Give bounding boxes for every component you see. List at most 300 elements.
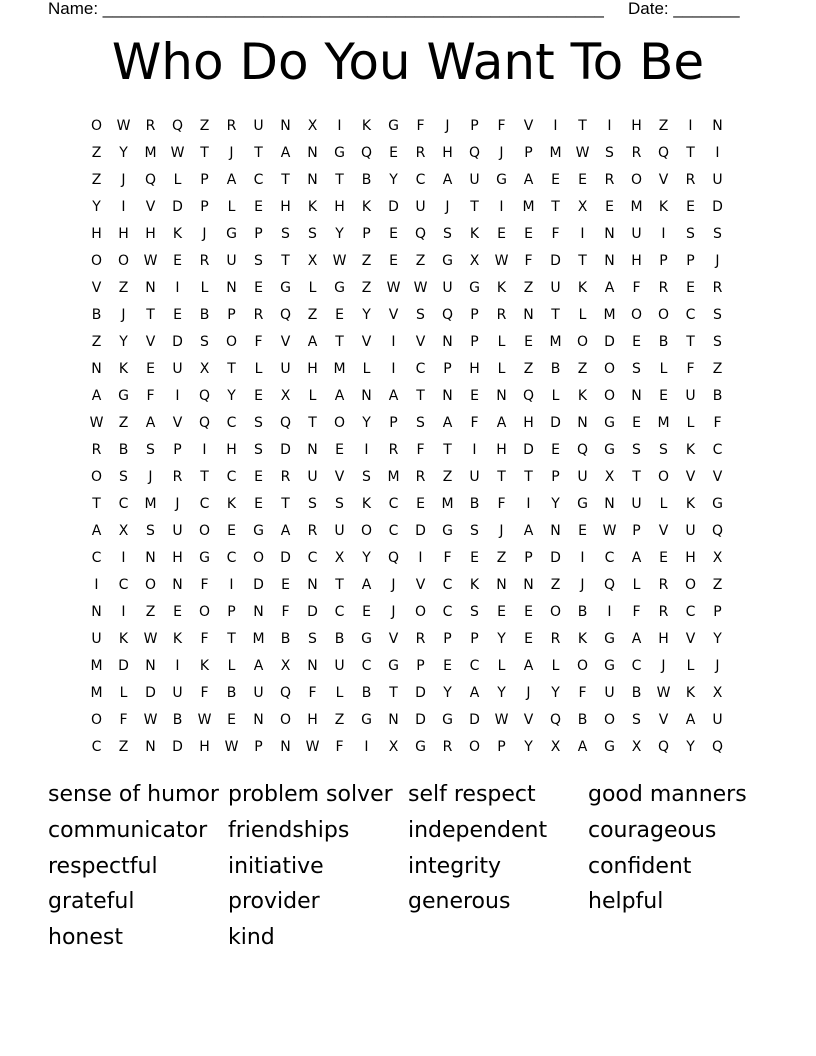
grid-letter[interactable]: F bbox=[632, 279, 641, 296]
grid-letter[interactable]: N bbox=[388, 711, 399, 728]
grid-letter[interactable]: R bbox=[253, 306, 264, 323]
grid-letter[interactable]: O bbox=[603, 360, 616, 377]
grid-letter[interactable]: O bbox=[279, 711, 292, 728]
grid-letter[interactable]: T bbox=[497, 468, 506, 485]
grid-letter[interactable]: O bbox=[198, 522, 211, 539]
grid-letter[interactable]: E bbox=[578, 171, 587, 188]
grid-letter[interactable]: J bbox=[499, 522, 504, 539]
grid-letter[interactable]: G bbox=[415, 738, 426, 755]
grid-letter[interactable]: O bbox=[333, 414, 346, 431]
grid-letter[interactable]: I bbox=[175, 387, 180, 404]
grid-letter[interactable]: K bbox=[658, 198, 669, 215]
grid-letter[interactable]: S bbox=[281, 225, 290, 242]
grid-letter[interactable]: V bbox=[361, 333, 372, 350]
grid-letter[interactable]: J bbox=[715, 657, 720, 674]
grid-letter[interactable]: D bbox=[712, 198, 723, 215]
grid-letter[interactable]: P bbox=[254, 225, 263, 242]
grid-letter[interactable]: G bbox=[604, 414, 615, 431]
grid-letter[interactable]: G bbox=[496, 171, 507, 188]
grid-letter[interactable]: E bbox=[146, 360, 155, 377]
grid-letter[interactable]: W bbox=[224, 738, 239, 755]
grid-letter[interactable]: F bbox=[578, 684, 587, 701]
grid-letter[interactable]: D bbox=[415, 684, 426, 701]
grid-letter[interactable]: Y bbox=[686, 738, 695, 755]
grid-letter[interactable]: J bbox=[445, 198, 450, 215]
grid-letter[interactable]: P bbox=[227, 306, 236, 323]
grid-letter[interactable]: K bbox=[685, 441, 696, 458]
grid-letter[interactable]: G bbox=[604, 657, 615, 674]
grid-letter[interactable]: P bbox=[551, 468, 560, 485]
grid-letter[interactable]: P bbox=[470, 306, 479, 323]
grid-letter[interactable]: R bbox=[415, 468, 426, 485]
grid-letter[interactable]: P bbox=[470, 630, 479, 647]
grid-letter[interactable]: M bbox=[522, 198, 535, 215]
grid-letter[interactable]: N bbox=[604, 252, 615, 269]
grid-letter[interactable]: A bbox=[685, 711, 696, 728]
grid-letter[interactable]: L bbox=[308, 387, 317, 404]
grid-letter[interactable]: T bbox=[551, 198, 560, 215]
grid-letter[interactable]: D bbox=[172, 333, 183, 350]
grid-letter[interactable]: J bbox=[526, 684, 531, 701]
grid-letter[interactable]: J bbox=[121, 171, 126, 188]
grid-letter[interactable]: S bbox=[308, 630, 317, 647]
grid-letter[interactable]: A bbox=[496, 414, 507, 431]
grid-letter[interactable]: T bbox=[308, 414, 317, 431]
grid-letter[interactable]: C bbox=[415, 171, 426, 188]
grid-letter[interactable]: B bbox=[469, 495, 480, 512]
grid-letter[interactable]: D bbox=[550, 252, 561, 269]
grid-letter[interactable]: E bbox=[524, 630, 533, 647]
grid-letter[interactable]: O bbox=[225, 333, 238, 350]
grid-letter[interactable]: Y bbox=[497, 630, 506, 647]
grid-letter[interactable]: N bbox=[145, 279, 156, 296]
grid-letter[interactable]: B bbox=[361, 171, 372, 188]
grid-letter[interactable]: N bbox=[145, 549, 156, 566]
grid-letter[interactable]: B bbox=[334, 630, 345, 647]
grid-letter[interactable]: A bbox=[334, 387, 345, 404]
grid-letter[interactable]: T bbox=[578, 117, 587, 134]
grid-letter[interactable]: U bbox=[469, 171, 480, 188]
grid-letter[interactable]: V bbox=[91, 279, 102, 296]
grid-letter[interactable]: G bbox=[388, 657, 399, 674]
grid-letter[interactable]: S bbox=[146, 522, 155, 539]
grid-letter[interactable]: N bbox=[523, 306, 534, 323]
grid-letter[interactable]: M bbox=[333, 360, 346, 377]
grid-letter[interactable]: R bbox=[388, 441, 399, 458]
grid-letter[interactable]: T bbox=[335, 171, 344, 188]
grid-letter[interactable]: V bbox=[658, 522, 669, 539]
grid-letter[interactable]: Z bbox=[496, 549, 507, 566]
grid-letter[interactable]: S bbox=[308, 495, 317, 512]
grid-letter[interactable]: U bbox=[172, 684, 183, 701]
grid-letter[interactable]: I bbox=[229, 576, 234, 593]
grid-letter[interactable]: L bbox=[254, 360, 263, 377]
grid-letter[interactable]: B bbox=[577, 603, 588, 620]
grid-letter[interactable]: N bbox=[523, 576, 534, 593]
grid-letter[interactable]: J bbox=[499, 144, 504, 161]
grid-letter[interactable]: C bbox=[631, 657, 642, 674]
grid-letter[interactable]: Z bbox=[712, 360, 723, 377]
grid-letter[interactable]: V bbox=[145, 333, 156, 350]
grid-letter[interactable]: J bbox=[661, 657, 666, 674]
grid-letter[interactable]: D bbox=[415, 711, 426, 728]
grid-letter[interactable]: F bbox=[497, 495, 506, 512]
grid-letter[interactable]: Q bbox=[657, 144, 670, 161]
grid-letter[interactable]: M bbox=[144, 495, 157, 512]
grid-letter[interactable]: F bbox=[551, 225, 560, 242]
grid-letter[interactable]: M bbox=[90, 684, 103, 701]
grid-letter[interactable]: H bbox=[523, 414, 534, 431]
grid-letter[interactable]: Q bbox=[576, 441, 589, 458]
grid-letter[interactable]: F bbox=[416, 441, 425, 458]
grid-letter[interactable]: E bbox=[578, 522, 587, 539]
grid-letter[interactable]: C bbox=[118, 495, 129, 512]
grid-letter[interactable]: Y bbox=[497, 684, 506, 701]
grid-letter[interactable]: A bbox=[145, 414, 156, 431]
grid-letter[interactable]: K bbox=[496, 279, 507, 296]
grid-letter[interactable]: G bbox=[118, 387, 129, 404]
grid-letter[interactable]: E bbox=[524, 603, 533, 620]
grid-letter[interactable]: Q bbox=[198, 387, 211, 404]
grid-letter[interactable]: Z bbox=[91, 144, 102, 161]
grid-letter[interactable]: P bbox=[632, 522, 641, 539]
grid-letter[interactable]: C bbox=[226, 549, 237, 566]
grid-letter[interactable]: R bbox=[199, 252, 210, 269]
grid-letter[interactable]: F bbox=[713, 414, 722, 431]
grid-letter[interactable]: O bbox=[684, 576, 697, 593]
grid-letter[interactable]: K bbox=[172, 630, 183, 647]
grid-letter[interactable]: T bbox=[227, 360, 236, 377]
grid-letter[interactable]: U bbox=[226, 252, 237, 269]
grid-letter[interactable]: T bbox=[524, 468, 533, 485]
grid-letter[interactable]: Y bbox=[335, 225, 344, 242]
grid-letter[interactable]: I bbox=[553, 117, 558, 134]
grid-letter[interactable]: U bbox=[631, 495, 642, 512]
grid-letter[interactable]: A bbox=[253, 657, 264, 674]
grid-letter[interactable]: A bbox=[631, 549, 642, 566]
grid-letter[interactable]: R bbox=[658, 279, 669, 296]
grid-letter[interactable]: B bbox=[631, 684, 642, 701]
grid-letter[interactable]: E bbox=[389, 252, 398, 269]
grid-letter[interactable]: U bbox=[577, 468, 588, 485]
grid-letter[interactable]: N bbox=[280, 738, 291, 755]
grid-letter[interactable]: A bbox=[307, 333, 318, 350]
grid-letter[interactable]: P bbox=[389, 414, 398, 431]
grid-letter[interactable]: I bbox=[337, 117, 342, 134]
grid-letter[interactable]: W bbox=[197, 711, 212, 728]
grid-letter[interactable]: W bbox=[305, 738, 320, 755]
grid-letter[interactable]: H bbox=[91, 225, 102, 242]
grid-letter[interactable]: N bbox=[631, 387, 642, 404]
grid-letter[interactable]: N bbox=[496, 387, 507, 404]
grid-letter[interactable]: A bbox=[226, 171, 237, 188]
grid-letter[interactable]: Q bbox=[711, 522, 724, 539]
grid-letter[interactable]: S bbox=[713, 225, 722, 242]
grid-letter[interactable]: Z bbox=[577, 360, 588, 377]
grid-letter[interactable]: O bbox=[117, 252, 130, 269]
grid-letter[interactable]: L bbox=[173, 171, 182, 188]
grid-letter[interactable]: O bbox=[252, 549, 265, 566]
grid-letter[interactable]: X bbox=[118, 522, 129, 539]
grid-letter[interactable]: T bbox=[281, 495, 290, 512]
grid-letter[interactable]: G bbox=[469, 279, 480, 296]
grid-letter[interactable]: A bbox=[523, 171, 534, 188]
grid-letter[interactable]: W bbox=[602, 522, 617, 539]
grid-letter[interactable]: K bbox=[199, 657, 210, 674]
grid-letter[interactable]: S bbox=[443, 225, 452, 242]
grid-letter[interactable]: E bbox=[335, 441, 344, 458]
grid-letter[interactable]: J bbox=[391, 576, 396, 593]
grid-letter[interactable]: T bbox=[578, 252, 587, 269]
grid-letter[interactable]: N bbox=[442, 387, 453, 404]
grid-letter[interactable]: E bbox=[335, 306, 344, 323]
grid-letter[interactable]: Z bbox=[118, 738, 129, 755]
grid-letter[interactable]: I bbox=[364, 738, 369, 755]
grid-letter[interactable]: H bbox=[631, 252, 642, 269]
grid-letter[interactable]: Y bbox=[551, 495, 560, 512]
grid-letter[interactable]: J bbox=[445, 117, 450, 134]
grid-letter[interactable]: D bbox=[604, 333, 615, 350]
grid-letter[interactable]: Z bbox=[523, 279, 534, 296]
grid-letter[interactable]: X bbox=[307, 252, 318, 269]
grid-letter[interactable]: L bbox=[227, 657, 236, 674]
grid-letter[interactable]: H bbox=[280, 198, 291, 215]
grid-letter[interactable]: N bbox=[712, 117, 723, 134]
grid-letter[interactable]: G bbox=[604, 630, 615, 647]
grid-letter[interactable]: M bbox=[549, 144, 562, 161]
grid-letter[interactable]: Z bbox=[658, 117, 669, 134]
grid-letter[interactable]: V bbox=[712, 468, 723, 485]
grid-letter[interactable]: E bbox=[605, 198, 614, 215]
grid-letter[interactable]: U bbox=[631, 225, 642, 242]
grid-letter[interactable]: O bbox=[657, 306, 670, 323]
date-field-label[interactable]: Date: _______ bbox=[628, 0, 740, 18]
grid-letter[interactable]: T bbox=[335, 333, 344, 350]
grid-letter[interactable]: F bbox=[308, 684, 317, 701]
grid-letter[interactable]: H bbox=[334, 198, 345, 215]
grid-letter[interactable]: L bbox=[659, 495, 668, 512]
grid-letter[interactable]: N bbox=[307, 576, 318, 593]
grid-letter[interactable]: G bbox=[334, 279, 345, 296]
grid-letter[interactable]: O bbox=[630, 171, 643, 188]
grid-letter[interactable]: B bbox=[226, 684, 237, 701]
grid-letter[interactable]: C bbox=[91, 738, 102, 755]
grid-letter[interactable]: C bbox=[685, 306, 696, 323]
grid-letter[interactable]: M bbox=[387, 468, 400, 485]
grid-letter[interactable]: C bbox=[469, 657, 480, 674]
grid-letter[interactable]: B bbox=[199, 306, 210, 323]
grid-letter[interactable]: S bbox=[605, 144, 614, 161]
grid-letter[interactable]: D bbox=[523, 441, 534, 458]
grid-letter[interactable]: Z bbox=[550, 576, 561, 593]
grid-letter[interactable]: Z bbox=[361, 279, 372, 296]
grid-letter[interactable]: N bbox=[550, 522, 561, 539]
grid-letter[interactable]: V bbox=[523, 711, 534, 728]
grid-letter[interactable]: E bbox=[227, 522, 236, 539]
grid-letter[interactable]: F bbox=[146, 387, 155, 404]
grid-letter[interactable]: F bbox=[281, 603, 290, 620]
grid-letter[interactable]: Z bbox=[91, 171, 102, 188]
grid-letter[interactable]: D bbox=[469, 711, 480, 728]
grid-letter[interactable]: T bbox=[389, 684, 398, 701]
grid-letter[interactable]: I bbox=[661, 225, 666, 242]
grid-letter[interactable]: I bbox=[418, 549, 423, 566]
grid-letter[interactable]: W bbox=[332, 252, 347, 269]
grid-letter[interactable]: C bbox=[361, 657, 372, 674]
grid-letter[interactable]: X bbox=[631, 738, 642, 755]
grid-letter[interactable]: Y bbox=[227, 387, 236, 404]
grid-letter[interactable]: D bbox=[280, 441, 291, 458]
grid-letter[interactable]: R bbox=[145, 117, 156, 134]
grid-letter[interactable]: U bbox=[172, 522, 183, 539]
grid-letter[interactable]: F bbox=[416, 117, 425, 134]
grid-letter[interactable]: Y bbox=[443, 684, 452, 701]
grid-letter[interactable]: E bbox=[497, 225, 506, 242]
grid-letter[interactable]: F bbox=[470, 414, 479, 431]
grid-letter[interactable]: Z bbox=[442, 468, 453, 485]
grid-letter[interactable]: X bbox=[280, 657, 291, 674]
grid-letter[interactable]: V bbox=[388, 630, 399, 647]
grid-letter[interactable]: O bbox=[144, 576, 157, 593]
grid-letter[interactable]: L bbox=[497, 333, 506, 350]
grid-letter[interactable]: Q bbox=[603, 576, 616, 593]
grid-letter[interactable]: N bbox=[577, 414, 588, 431]
grid-letter[interactable]: N bbox=[307, 144, 318, 161]
grid-letter[interactable]: K bbox=[118, 360, 129, 377]
grid-letter[interactable]: L bbox=[497, 657, 506, 674]
grid-letter[interactable]: X bbox=[307, 117, 318, 134]
grid-letter[interactable]: U bbox=[334, 522, 345, 539]
grid-letter[interactable]: Q bbox=[549, 711, 562, 728]
grid-letter[interactable]: U bbox=[415, 198, 426, 215]
grid-letter[interactable]: T bbox=[146, 306, 155, 323]
grid-letter[interactable]: S bbox=[632, 711, 641, 728]
grid-letter[interactable]: P bbox=[416, 657, 425, 674]
grid-letter[interactable]: U bbox=[685, 522, 696, 539]
grid-letter[interactable]: G bbox=[253, 522, 264, 539]
grid-letter[interactable]: E bbox=[173, 306, 182, 323]
grid-letter[interactable]: S bbox=[416, 414, 425, 431]
grid-letter[interactable]: T bbox=[281, 252, 290, 269]
grid-letter[interactable]: Y bbox=[362, 549, 371, 566]
grid-letter[interactable]: N bbox=[145, 657, 156, 674]
grid-letter[interactable]: G bbox=[712, 495, 723, 512]
grid-letter[interactable]: R bbox=[415, 630, 426, 647]
grid-letter[interactable]: H bbox=[658, 630, 669, 647]
grid-letter[interactable]: P bbox=[497, 738, 506, 755]
grid-letter[interactable]: S bbox=[686, 225, 695, 242]
grid-letter[interactable]: Q bbox=[360, 144, 373, 161]
grid-letter[interactable]: D bbox=[145, 684, 156, 701]
grid-letter[interactable]: X bbox=[712, 549, 723, 566]
grid-letter[interactable]: M bbox=[603, 306, 616, 323]
grid-letter[interactable]: T bbox=[632, 468, 641, 485]
grid-letter[interactable]: D bbox=[550, 549, 561, 566]
grid-letter[interactable]: I bbox=[472, 441, 477, 458]
grid-letter[interactable]: F bbox=[632, 603, 641, 620]
grid-letter[interactable]: C bbox=[118, 576, 129, 593]
grid-letter[interactable]: J bbox=[229, 144, 234, 161]
grid-letter[interactable]: L bbox=[551, 387, 560, 404]
grid-letter[interactable]: A bbox=[442, 171, 453, 188]
grid-letter[interactable]: U bbox=[469, 468, 480, 485]
grid-letter[interactable]: Y bbox=[119, 144, 128, 161]
grid-letter[interactable]: W bbox=[89, 414, 104, 431]
grid-letter[interactable]: A bbox=[361, 576, 372, 593]
grid-letter[interactable]: L bbox=[551, 657, 560, 674]
grid-letter[interactable]: S bbox=[470, 522, 479, 539]
grid-letter[interactable]: O bbox=[603, 387, 616, 404]
grid-letter[interactable]: E bbox=[254, 279, 263, 296]
grid-letter[interactable]: A bbox=[523, 657, 534, 674]
grid-letter[interactable]: V bbox=[523, 117, 534, 134]
grid-letter[interactable]: E bbox=[227, 711, 236, 728]
grid-letter[interactable]: D bbox=[415, 522, 426, 539]
grid-letter[interactable]: C bbox=[91, 549, 102, 566]
grid-letter[interactable]: I bbox=[94, 576, 99, 593]
grid-letter[interactable]: S bbox=[470, 603, 479, 620]
grid-letter[interactable]: R bbox=[658, 603, 669, 620]
grid-letter[interactable]: E bbox=[416, 495, 425, 512]
grid-letter[interactable]: H bbox=[307, 360, 318, 377]
grid-letter[interactable]: P bbox=[524, 549, 533, 566]
grid-letter[interactable]: S bbox=[254, 414, 263, 431]
grid-letter[interactable]: D bbox=[307, 603, 318, 620]
grid-letter[interactable]: N bbox=[91, 603, 102, 620]
grid-letter[interactable]: G bbox=[388, 117, 399, 134]
grid-letter[interactable]: Q bbox=[522, 387, 535, 404]
grid-letter[interactable]: U bbox=[712, 711, 723, 728]
grid-letter[interactable]: C bbox=[604, 549, 615, 566]
grid-letter[interactable]: C bbox=[334, 603, 345, 620]
grid-letter[interactable]: I bbox=[526, 495, 531, 512]
grid-letter[interactable]: R bbox=[415, 144, 426, 161]
grid-letter[interactable]: M bbox=[90, 657, 103, 674]
grid-letter[interactable]: I bbox=[391, 360, 396, 377]
grid-letter[interactable]: X bbox=[280, 387, 291, 404]
grid-letter[interactable]: P bbox=[659, 252, 668, 269]
grid-letter[interactable]: F bbox=[254, 333, 263, 350]
grid-letter[interactable]: R bbox=[604, 171, 615, 188]
grid-letter[interactable]: E bbox=[173, 603, 182, 620]
grid-letter[interactable]: L bbox=[578, 306, 587, 323]
grid-letter[interactable]: T bbox=[200, 468, 209, 485]
grid-letter[interactable]: Q bbox=[441, 306, 454, 323]
grid-letter[interactable]: B bbox=[712, 387, 723, 404]
grid-letter[interactable]: G bbox=[604, 441, 615, 458]
grid-letter[interactable]: V bbox=[658, 711, 669, 728]
grid-letter[interactable]: W bbox=[143, 630, 158, 647]
grid-letter[interactable]: N bbox=[604, 225, 615, 242]
grid-letter[interactable]: D bbox=[388, 198, 399, 215]
grid-letter[interactable]: U bbox=[334, 657, 345, 674]
grid-letter[interactable]: W bbox=[116, 117, 131, 134]
grid-letter[interactable]: T bbox=[92, 495, 101, 512]
grid-letter[interactable]: J bbox=[148, 468, 153, 485]
grid-letter[interactable]: X bbox=[388, 738, 399, 755]
grid-letter[interactable]: R bbox=[496, 306, 507, 323]
grid-letter[interactable]: R bbox=[172, 468, 183, 485]
grid-letter[interactable]: N bbox=[253, 603, 264, 620]
grid-letter[interactable]: E bbox=[443, 657, 452, 674]
grid-letter[interactable]: X bbox=[469, 252, 480, 269]
grid-letter[interactable]: K bbox=[469, 576, 480, 593]
grid-letter[interactable]: K bbox=[577, 387, 588, 404]
grid-letter[interactable]: C bbox=[226, 468, 237, 485]
grid-letter[interactable]: Q bbox=[171, 117, 184, 134]
grid-letter[interactable]: W bbox=[494, 711, 509, 728]
grid-letter[interactable]: G bbox=[199, 549, 210, 566]
